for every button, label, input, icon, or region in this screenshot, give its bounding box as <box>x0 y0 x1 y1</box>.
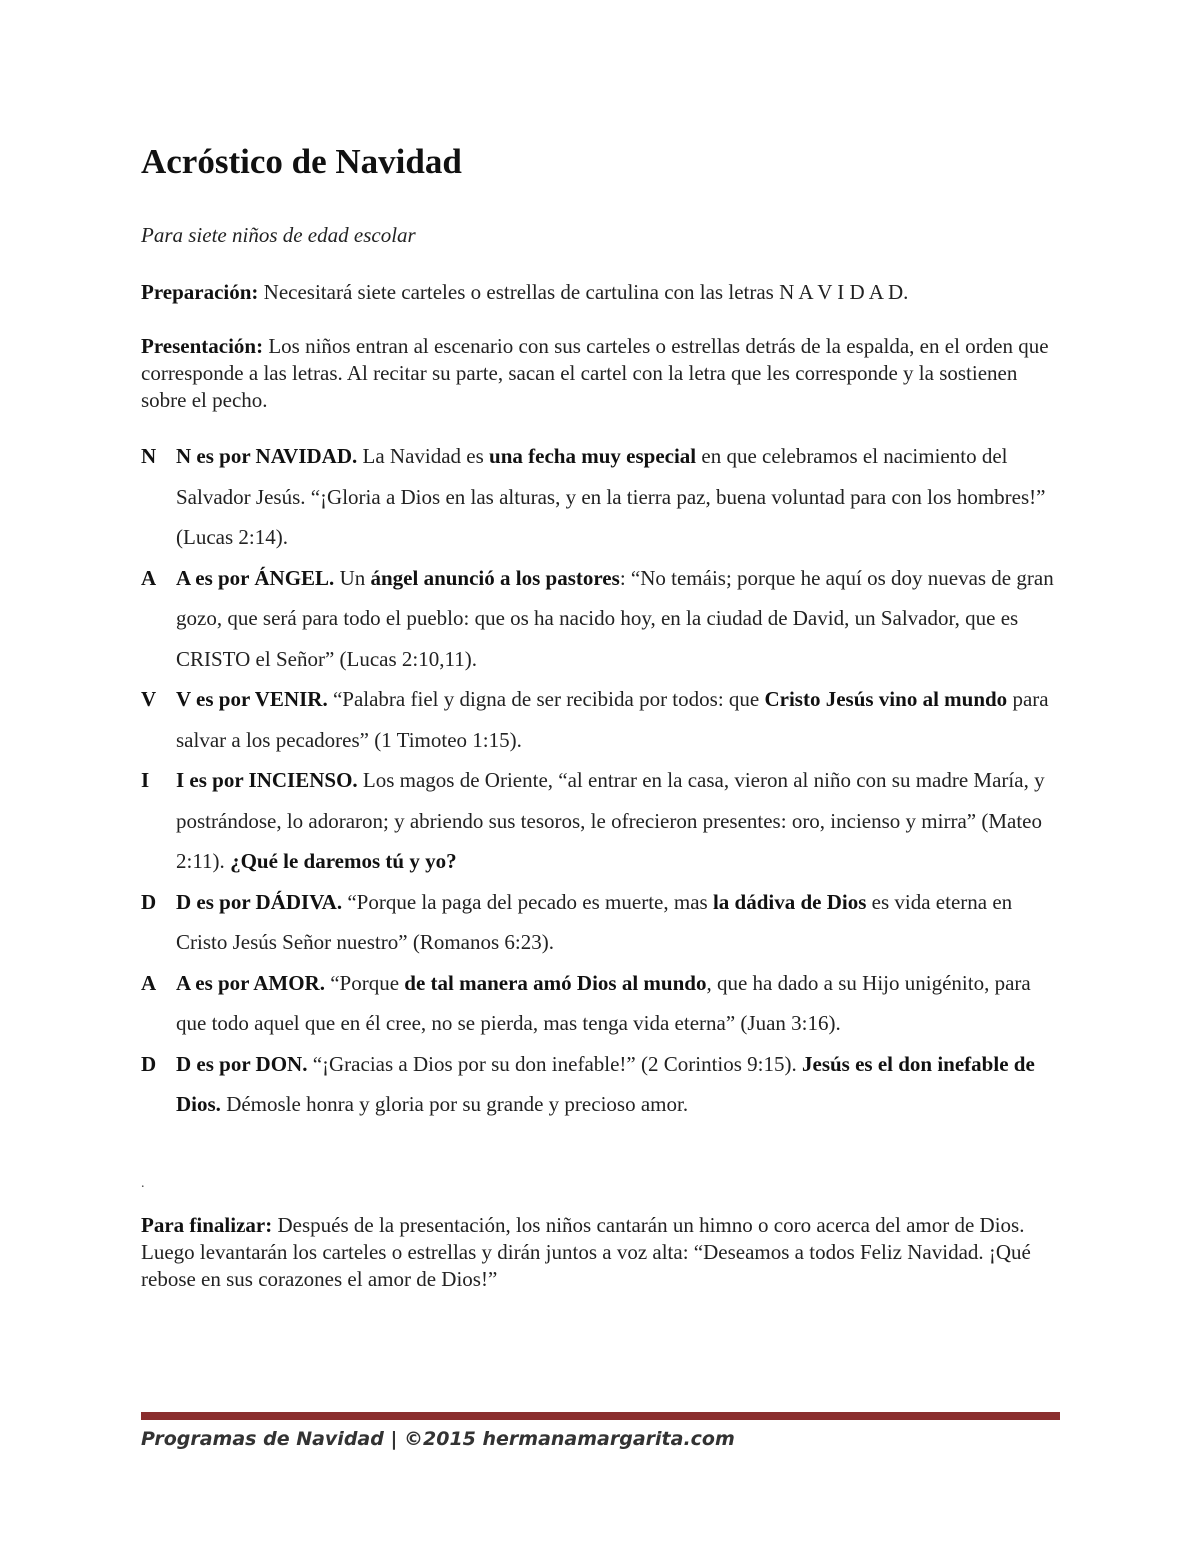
acrostic-text <box>176 963 1061 1044</box>
acrostic-text-run: La Navidad es <box>357 444 490 468</box>
acrostic-text <box>176 679 1061 760</box>
acrostic-emphasis: ¿Qué le daremos tú y yo? <box>230 849 457 873</box>
acrostic-text <box>176 1044 1061 1125</box>
acrostic-text-run: “¡Gracias a Dios por su don inefable!” (2 Corintios 9:15). <box>307 1051 802 1076</box>
acrostic-item <box>141 679 1061 760</box>
finalizar-paragraph <box>141 1212 1061 1293</box>
page-title: Acróstico de Navidad <box>141 142 462 181</box>
acrostic-text-run: “Porque la paga del pecado es muerte, mas <box>342 889 713 914</box>
acrostic-text-run: para salvar a los pecadores” (1 Timoteo 1:15). <box>176 687 1049 752</box>
footer-rule <box>141 1412 1060 1420</box>
acrostic-item <box>141 760 1061 882</box>
preparacion-text: Necesitará siete carteles o estrellas de cartulina con las letras N A V I D A D. <box>258 280 909 304</box>
acrostic-text-run: en que celebramos el nacimiento del Salvador Jesús. “¡Gloria a Dios en las alturas, y en la tierra paz, buena voluntad para con los hombres!” (Lucas 2:14). <box>176 444 1046 549</box>
acrostic-text <box>176 436 1061 558</box>
acrostic-letter: I <box>141 768 150 792</box>
acrostic-emphasis: Cristo Jesús vino al mundo <box>764 687 1008 711</box>
acrostic-emphasis: una fecha muy especial <box>489 444 697 468</box>
acrostic-emphasis: ángel anunció a los pastores <box>370 565 620 590</box>
acrostic-heading: A es por ÁNGEL. <box>176 565 335 590</box>
acrostic-text <box>176 558 1061 680</box>
acrostic-text-run: es vida eterna en Cristo Jesús Señor nuestro” (Romanos 6:23). <box>176 889 1013 954</box>
acrostic-item <box>141 963 1061 1044</box>
acrostic-text <box>176 760 1061 882</box>
acrostic-item <box>141 1044 1061 1125</box>
presentacion-paragraph <box>141 333 1061 414</box>
acrostic-text <box>176 882 1061 963</box>
acrostic-item <box>141 436 1061 558</box>
acrostic-letter: D <box>141 889 157 914</box>
finalizar-text: Después de la presentación, los niños cantarán un himno o coro acerca del amor de Dios. Luego levantarán los carteles o estrellas y dirán juntos a voz alta: “Deseamos a todos Feliz Navidad. ¡Qué rebose en sus corazones el amor de Dios!” <box>141 1213 1031 1291</box>
acrostic-emphasis: Jesús es el don inefable de Dios. <box>176 1051 1035 1116</box>
acrostic-text-run: “Porque <box>324 970 405 995</box>
acrostic-heading: N es por NAVIDAD. <box>176 444 358 468</box>
acrostic-text-run: , que ha dado a su Hijo unigénito, para que todo aquel que en él cree, no se pierda, mas tenga vida eterna” (Juan 3:16). <box>176 970 1031 1035</box>
acrostic-item <box>141 882 1061 963</box>
footer-text: Programas de Navidad | ©2015 hermanamargarita.com <box>141 1428 735 1450</box>
acrostic-letter: A <box>141 565 157 590</box>
acrostic-list <box>141 436 1061 1125</box>
subtitle: Para siete niños de edad escolar <box>141 223 416 247</box>
acrostic-heading: I es por INCIENSO. <box>176 768 358 792</box>
presentacion-text: Los niños entran al escenario con sus carteles o estrellas detrás de la espalda, en el orden que corresponde a las letras. Al recitar su parte, sacan el cartel con la letra que les corresponde y la sostienen sobre el pecho. <box>141 334 1049 412</box>
preparacion-paragraph <box>141 279 1061 306</box>
acrostic-letter: V <box>141 687 157 711</box>
acrostic-heading: A es por AMOR. <box>176 970 325 995</box>
finalizar-label: Para finalizar: <box>141 1213 273 1237</box>
acrostic-text-run: : “No temáis; porque he aquí os doy nuevas de gran gozo, que será para todo el pueblo: que os ha nacido hoy, en la ciudad de David, un Salvador, que es CRISTO el Señor” (Lucas 2:10,11). <box>176 565 1054 671</box>
preparacion-label: Preparación: <box>141 280 259 304</box>
acrostic-text-run: “Palabra fiel y digna de ser recibida por todos: que <box>327 687 765 711</box>
acrostic-heading: D es por DÁDIVA. <box>176 889 343 914</box>
acrostic-heading: V es por VENIR. <box>176 687 328 711</box>
acrostic-letter: D <box>141 1051 157 1076</box>
acrostic-emphasis: de tal manera amó Dios al mundo <box>404 970 707 995</box>
acrostic-item <box>141 558 1061 680</box>
acrostic-text-run: Démosle honra y gloria por su grande y precioso amor. <box>220 1092 689 1116</box>
acrostic-letter: N <box>141 444 157 468</box>
acrostic-text-run: Los magos de Oriente, “al entrar en la casa, vieron al niño con su madre María, y postrándose, lo adoraron; y abriendo sus tesoros, le ofrecieron presentes: oro, incienso y mirra” (Mateo 2:11). <box>176 768 1045 873</box>
acrostic-heading: D es por DON. <box>176 1051 308 1076</box>
presentacion-label: Presentación: <box>141 334 264 358</box>
acrostic-text-run: Un <box>334 565 371 590</box>
separator-dot: . <box>141 1176 145 1191</box>
acrostic-letter: A <box>141 970 157 995</box>
acrostic-emphasis: la dádiva de Dios <box>712 889 867 914</box>
